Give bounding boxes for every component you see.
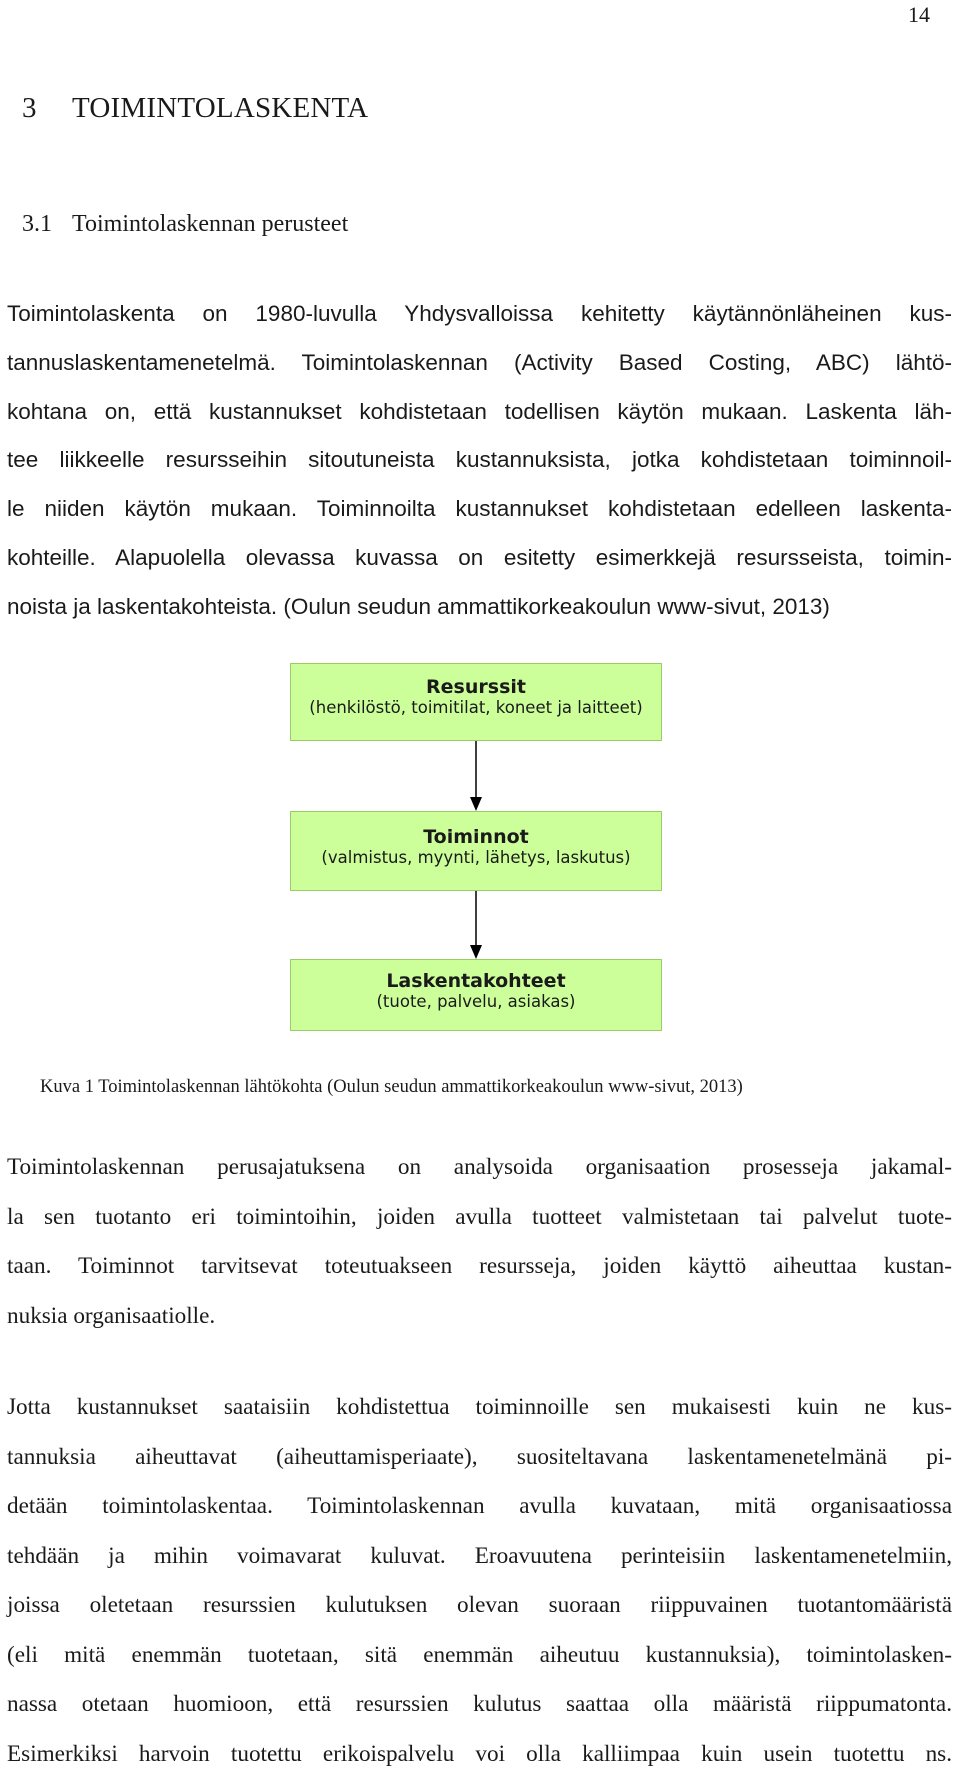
text-line: Toimintolaskenta on 1980-luvulla Yhdysvalloissa kehitetty käytännönläheinen kus- (7, 290, 952, 339)
resources-box (290, 663, 662, 741)
text-line: tannuksia aiheuttavat (aiheuttamisperiaate), suositeltavana laskentamenetelmänä pi- (7, 1433, 952, 1483)
text-line: le niiden käytön mukaan. Toiminnoilta kustannukset kohdistetaan edelleen laskenta- (7, 485, 952, 534)
text-line: (eli mitä enemmän tuotetaan, sitä enemmän aiheutuu kustannuksia), toimintolasken- (7, 1631, 952, 1681)
paragraph-allocation (7, 1383, 952, 1779)
text-line: tehdään ja mihin voimavarat kuluvat. Eroavuutena perinteisiin laskentamenetelmiin, (7, 1532, 952, 1582)
text-line: la sen tuotanto eri toimintoihin, joiden avulla tuotteet valmistetaan tai palvelut tuote- (7, 1193, 952, 1243)
text-line: tee liikkeelle resursseihin sitoutuneista kustannuksista, jotka kohdistetaan toiminnoil- (7, 436, 952, 485)
figure-caption: Kuva 1 Toimintolaskennan lähtökohta (Oulun seudun ammattikorkeakoulun www-sivut, 2013) (40, 1077, 743, 1098)
activities-subtitle: (valmistus, myynti, lähetys, laskutus) (291, 848, 661, 867)
activities-box (290, 811, 662, 891)
section-title: Toimintolaskennan perusteet (72, 211, 348, 237)
text-line: taan. Toiminnot tarvitsevat toteutuakseen resursseja, joiden käyttö aiheuttaa kustan- (7, 1242, 952, 1292)
text-line: nuksia organisaatiolle. (7, 1292, 952, 1342)
paragraph-basic-idea (7, 1143, 952, 1341)
text-line: Esimerkiksi harvoin tuotettu erikoispalvelu voi olla kalliimpaa kuin usein tuotettu ns. (7, 1730, 952, 1779)
activities-title: Toiminnot (291, 826, 661, 848)
section-number: 3.1 (22, 211, 72, 238)
arrow-down-icon (464, 891, 488, 959)
chapter-heading (22, 92, 368, 125)
text-line: Jotta kustannukset saataisiin kohdistettua toiminnoille sen mukaisesti kuin ne kus- (7, 1383, 952, 1433)
text-line: kohteille. Alapuolella olevassa kuvassa on esitetty esimerkkejä resursseista, toimin- (7, 534, 952, 583)
cost-objects-title: Laskentakohteet (291, 970, 661, 992)
chapter-title: TOIMINTOLASKENTA (72, 92, 368, 124)
text-line: joissa oletetaan resurssien kulutuksen olevan suoraan riippuvainen tuotantomääristä (7, 1581, 952, 1631)
section-heading (22, 211, 348, 238)
abc-flow-diagram (290, 663, 670, 1023)
cost-objects-subtitle: (tuote, palvelu, asiakas) (291, 992, 661, 1011)
text-line: kohtana on, että kustannukset kohdistetaan todellisen käytön mukaan. Laskenta läh- (7, 388, 952, 437)
text-line: tannuslaskentamenetelmä. Toimintolaskennan (Activity Based Costing, ABC) lähtö- (7, 339, 952, 388)
chapter-number: 3 (22, 92, 72, 125)
page-number: 14 (908, 2, 930, 28)
text-line: nassa otetaan huomioon, että resurssien kulutus saattaa olla määristä riippumatonta. (7, 1680, 952, 1730)
resources-subtitle: (henkilöstö, toimitilat, koneet ja laitteet) (291, 698, 661, 717)
resources-title: Resurssit (291, 676, 661, 698)
paragraph-intro (7, 290, 952, 632)
text-line: detään toimintolaskentaa. Toimintolaskennan avulla kuvataan, mitä organisaatiossa (7, 1482, 952, 1532)
text-line: noista ja laskentakohteista. (Oulun seudun ammattikorkeakoulun www-sivut, 2013) (7, 583, 952, 632)
text-line: Toimintolaskennan perusajatuksena on analysoida organisaation prosesseja jakamal- (7, 1143, 952, 1193)
cost-objects-box (290, 959, 662, 1031)
arrow-down-icon (464, 741, 488, 811)
